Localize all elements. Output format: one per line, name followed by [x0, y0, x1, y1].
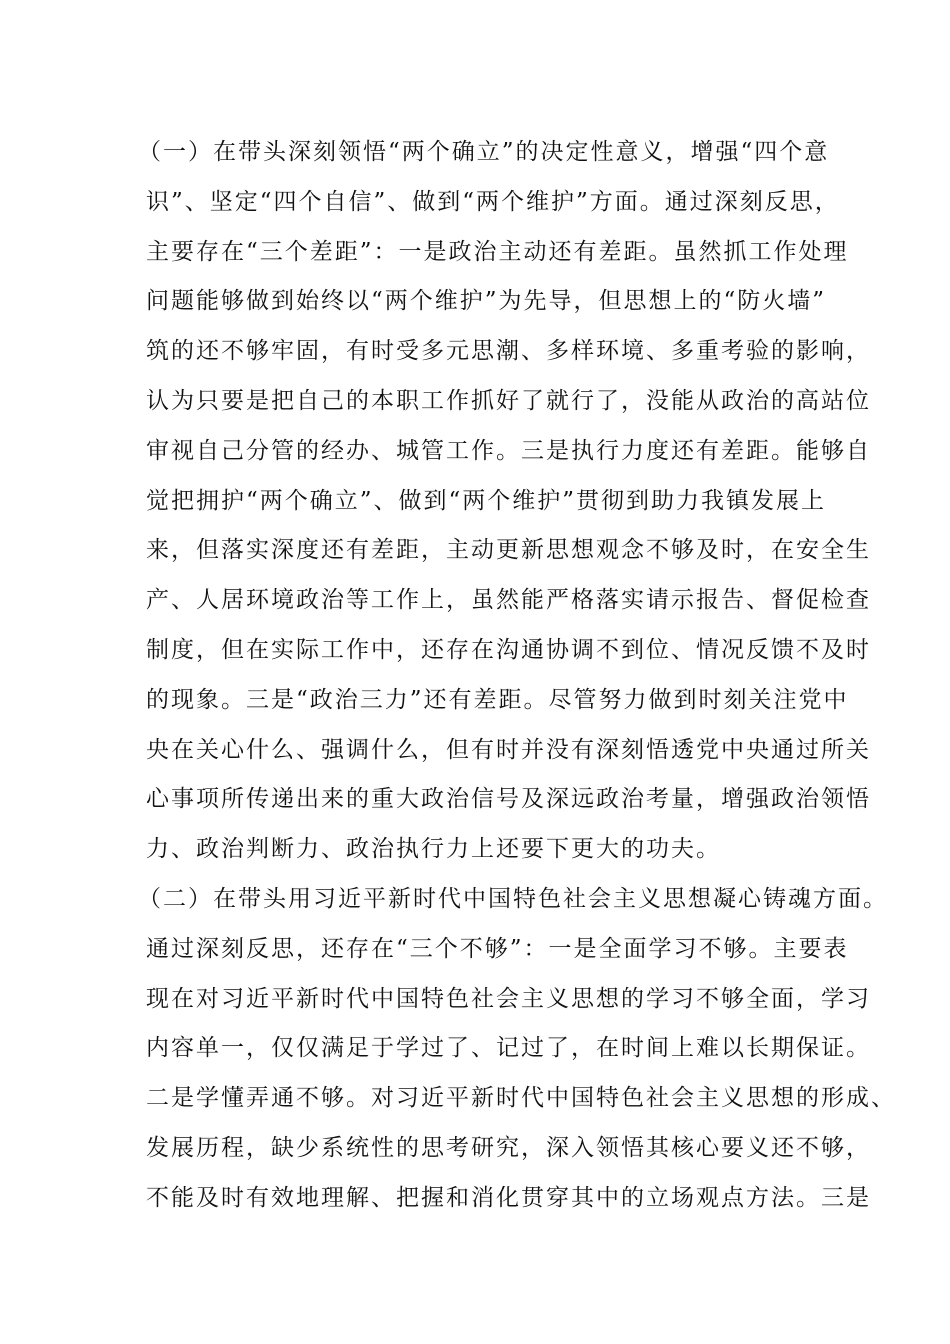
text-line: 心事项所传递出来的重大政治信号及深远政治考量，增强政治领悟: [146, 786, 871, 813]
text-line: 认为只要是把自己的本职工作抓好了就行了，没能从政治的高站位: [146, 387, 871, 414]
text-line: 二是学懂弄通不够。对习近平新时代中国特色社会主义思想的形成、: [146, 1085, 896, 1112]
text-line: 审视自己分管的经办、城管工作。三是执行力度还有差距。能够自: [146, 437, 871, 464]
text-line: 的现象。三是“政治三力”还有差距。尽管努力做到时刻关注党中: [146, 686, 849, 713]
text-line: 筑的还不够牢固，有时受多元思潮、多样环境、多重考验的影响，: [146, 338, 871, 365]
text-line: 通过深刻反思，还存在“三个不够”：一是全面学习不够。主要表: [146, 935, 849, 962]
text-line: 发展历程，缺少系统性的思考研究，深入领悟其核心要义还不够，: [146, 1134, 871, 1161]
text-line: 识”、坚定“四个自信”、做到“两个维护”方面。通过深刻反思，: [146, 188, 840, 215]
text-line: 来，但落实深度还有差距，主动更新思想观念不够及时，在安全生: [146, 537, 871, 564]
text-line: （二）在带头用习近平新时代中国特色社会主义思想凝心铸魂方面。: [138, 885, 888, 912]
text-line: 主要存在“三个差距”：一是政治主动还有差距。虽然抓工作处理: [146, 238, 849, 265]
text-line: 问题能够做到始终以“两个维护”为先导，但思想上的“防火墙”: [146, 288, 827, 315]
text-line: 央在关心什么、强调什么，但有时并没有深刻悟透党中央通过所关: [146, 736, 871, 763]
text-line: 制度，但在实际工作中，还存在沟通协调不到位、情况反馈不及时: [146, 636, 871, 663]
text-line: 产、人居环境政治等工作上，虽然能严格落实请示报告、督促检查: [146, 587, 871, 614]
document-body: [138, 134, 896, 1230]
text-line: 力、政治判断力、政治执行力上还要下更大的功夫。: [146, 836, 721, 863]
text-line: （一）在带头深刻领悟“两个确立”的决定性意义，增强“四个意: [138, 139, 830, 165]
text-line: 内容单一，仅仅满足于学过了、记过了，在时间上难以长期保证。: [146, 1035, 871, 1062]
text-line: 现在对习近平新时代中国特色社会主义思想的学习不够全面，学习: [146, 985, 871, 1012]
text-line: 觉把拥护“两个确立”、做到“两个维护”贯彻到助力我镇发展上: [146, 487, 827, 514]
text-line: 不能及时有效地理解、把握和消化贯穿其中的立场观点方法。三是: [146, 1184, 871, 1211]
